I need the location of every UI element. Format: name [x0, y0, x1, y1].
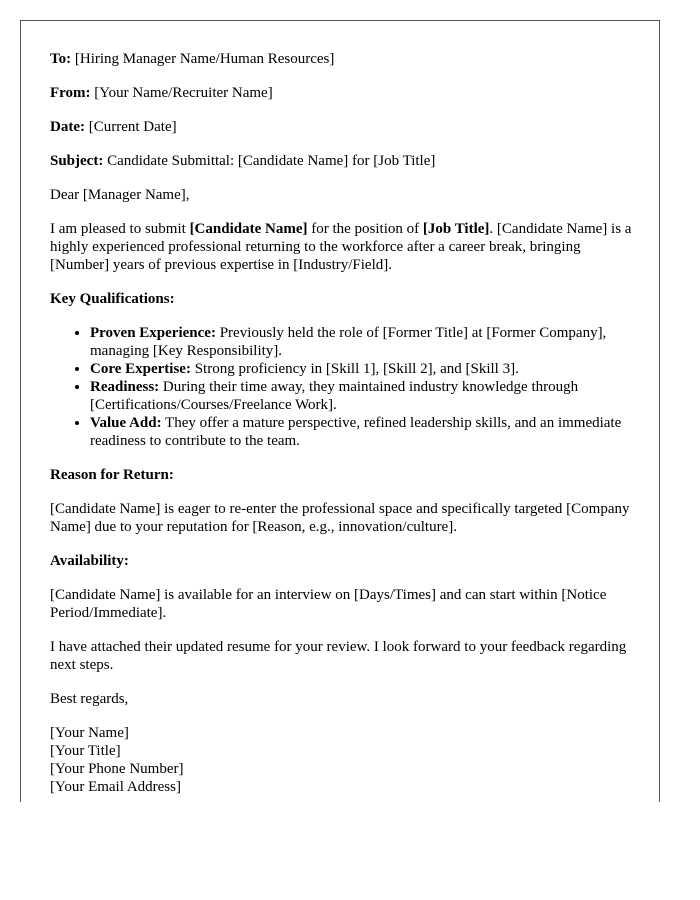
availability-paragraph: [Candidate Name] is available for an interview on [Days/Times] and can start within [Notice Period/Immediate]. [50, 587, 607, 621]
from-value: [Your Name/Recruiter Name] [94, 85, 273, 101]
reason-heading: Reason for Return: [50, 467, 174, 483]
closing-paragraph: I have attached their updated resume for your review. I look forward to your feedback regarding next steps. [50, 639, 627, 673]
subject-value: Candidate Submittal: [Candidate Name] for [Job Title] [107, 153, 436, 169]
signature-phone: [Your Phone Number] [50, 761, 184, 777]
qualification-label: Readiness: [90, 379, 160, 395]
document-page [20, 20, 660, 802]
subject-label: Subject: [50, 153, 104, 169]
to-line [50, 50, 640, 68]
signature-name: [Your Name] [50, 725, 129, 741]
qualifications-heading: Key Qualifications: [50, 291, 175, 307]
date-line [50, 118, 640, 136]
subject-line [50, 152, 640, 170]
qualification-text: Previously held the role of [Former Title] at [Former Company], managing [Key Responsibility]. [90, 325, 607, 359]
from-label: From: [50, 85, 91, 101]
qualification-label: Core Expertise: [90, 361, 191, 377]
list-item [90, 414, 640, 450]
qualifications-list [50, 324, 640, 450]
qualification-label: Proven Experience: [90, 325, 216, 341]
signature-email: [Your Email Address] [50, 779, 181, 795]
to-label: To: [50, 51, 72, 67]
qualification-text: Strong proficiency in [Skill 1], [Skill 2], and [Skill 3]. [190, 361, 519, 377]
date-label: Date: [50, 119, 85, 135]
intro-text-3: . [Candidate Name] is a highly experienced professional returning to the workforce after a career break, bringing [Number] years of previous expertise in [Industry/Field]. [50, 221, 632, 273]
intro-candidate: [Candidate Name] [189, 221, 308, 237]
signature-block [50, 724, 640, 796]
signature-title: [Your Title] [50, 743, 121, 759]
qualification-text: They offer a mature perspective, refined leadership skills, and an immediate readiness to contribute to the team. [90, 415, 622, 449]
intro-job: [Job Title] [422, 221, 490, 237]
date-value: [Current Date] [88, 119, 177, 135]
availability-heading: Availability: [50, 553, 129, 569]
list-item [90, 360, 640, 378]
intro-text-2: for the position of [307, 221, 423, 237]
greeting: Dear [Manager Name], [50, 187, 190, 203]
intro-text-1: I am pleased to submit [50, 221, 190, 237]
reason-paragraph: [Candidate Name] is eager to re-enter the professional space and specifically targeted [Company Name] due to your reputation for [Reason, e.g., innovation/culture]. [50, 501, 630, 535]
intro-paragraph [50, 220, 640, 274]
qualification-label: Value Add: [90, 415, 162, 431]
to-value: [Hiring Manager Name/Human Resources] [74, 51, 335, 67]
letter-content [50, 50, 640, 796]
signoff: Best regards, [50, 691, 129, 707]
qualification-text: During their time away, they maintained industry knowledge through [Certifications/Courses/Freelance Work]. [90, 379, 579, 413]
list-item [90, 378, 640, 414]
from-line [50, 84, 640, 102]
list-item [90, 324, 640, 360]
